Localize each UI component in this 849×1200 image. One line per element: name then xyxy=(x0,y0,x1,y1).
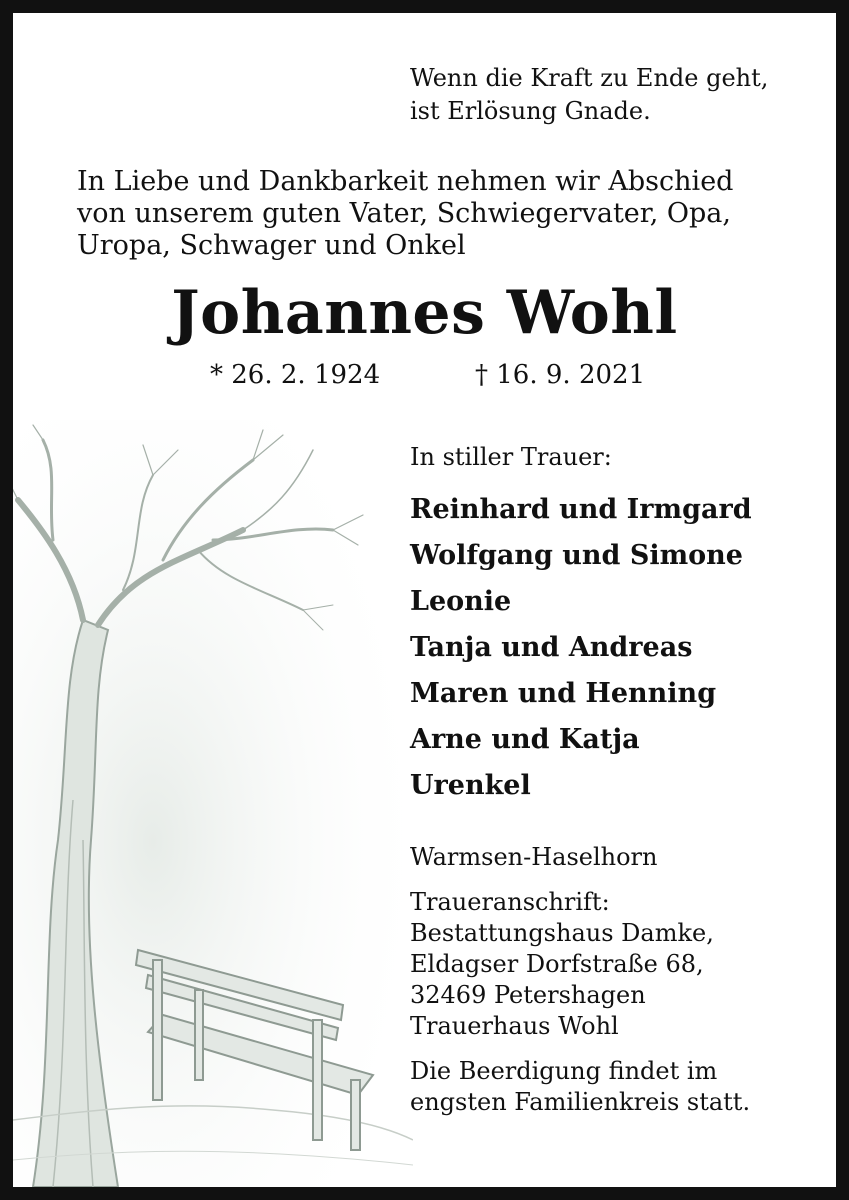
intro-line: Uropa, Schwager und Onkel xyxy=(77,230,466,261)
mourner: Tanja und Andreas xyxy=(410,632,693,663)
mourner: Wolfgang und Simone xyxy=(410,540,743,571)
funeral-note-line: engsten Familienkreis statt. xyxy=(410,1088,751,1116)
address-line: Traueranschrift: xyxy=(410,888,610,916)
address-line: 32469 Petershagen xyxy=(410,981,646,1009)
mourner: Urenkel xyxy=(410,770,531,801)
place: Warmsen-Haselhorn xyxy=(410,843,658,871)
deceased-name: Johannes Wohl xyxy=(171,278,678,348)
address-line: Trauerhaus Wohl xyxy=(410,1012,619,1040)
funeral-note-line: Die Beerdigung findet im xyxy=(410,1057,718,1085)
quote xyxy=(410,62,768,128)
address-line: Eldagser Dorfstraße 68, xyxy=(410,950,704,978)
mourner: Arne und Katja xyxy=(410,724,640,755)
death-date: † 16. 9. 2021 xyxy=(475,360,646,390)
info-block xyxy=(410,842,750,1118)
mourner: Leonie xyxy=(410,586,512,617)
mourning-label: In stiller Trauer: xyxy=(410,443,612,471)
address-line: Bestattungshaus Damke, xyxy=(410,919,714,947)
mourner: Maren und Henning xyxy=(410,678,717,709)
intro-line: In Liebe und Dankbarkeit nehmen wir Abschied xyxy=(77,166,734,197)
birth-date: * 26. 2. 1924 xyxy=(210,360,381,390)
intro-line: von unserem guten Vater, Schwiegervater, Opa, xyxy=(77,198,731,229)
quote-line: Wenn die Kraft zu Ende geht, xyxy=(410,64,769,92)
intro-text xyxy=(77,166,777,262)
quote-line: ist Erlösung Gnade. xyxy=(410,97,651,125)
mourners-list xyxy=(410,487,752,809)
mourner: Reinhard und Irmgard xyxy=(410,494,752,525)
tree-and-bench-illustration xyxy=(13,420,413,1187)
